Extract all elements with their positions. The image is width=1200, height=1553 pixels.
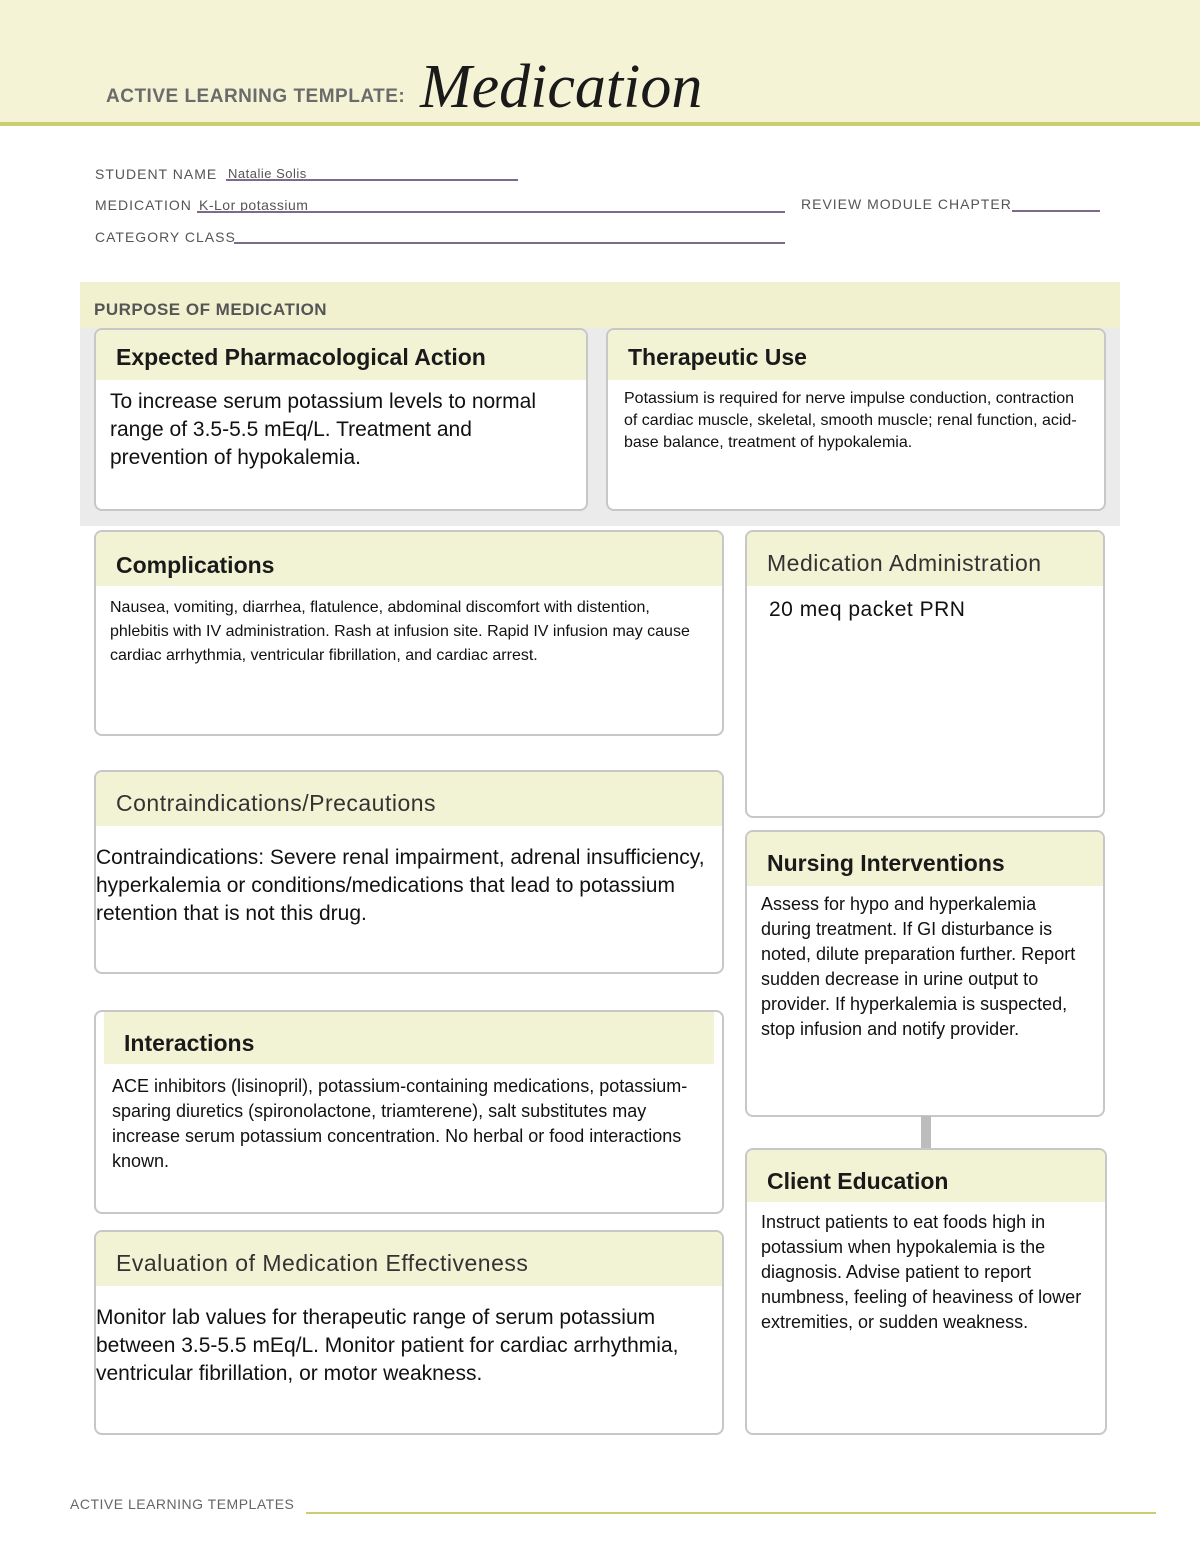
expected-action-text: To increase serum potassium levels to normal range of 3.5-5.5 mEq/L. Treatment and prevention of hypokalemia. bbox=[110, 390, 537, 469]
contraindications-card bbox=[94, 770, 724, 974]
template-prefix: ACTIVE LEARNING TEMPLATE: bbox=[106, 86, 406, 107]
medication-line bbox=[197, 211, 785, 213]
purpose-title: PURPOSE OF MEDICATION bbox=[94, 300, 328, 319]
evaluation-heading: Evaluation of Medication Effectiveness bbox=[96, 1232, 722, 1286]
footer-rule bbox=[306, 1512, 1156, 1514]
student-name-line bbox=[226, 179, 518, 181]
therapeutic-use-card bbox=[606, 328, 1106, 511]
client-education-card bbox=[745, 1148, 1107, 1435]
nursing-card bbox=[745, 830, 1105, 1117]
page-title: Medication bbox=[420, 53, 703, 121]
evaluation-text: Monitor lab values for therapeutic range of serum potassium between 3.5-5.5 mEq/L. Monitor patient for cardiac arrhythmia, ventricular fibrillation, or motor weakness. bbox=[96, 1306, 679, 1385]
nursing-heading: Nursing Interventions bbox=[747, 832, 1103, 886]
category-class-line bbox=[234, 242, 785, 244]
complications-heading: Complications bbox=[96, 532, 722, 586]
evaluation-card bbox=[94, 1230, 724, 1435]
connector bbox=[921, 1116, 931, 1148]
complications-card bbox=[94, 530, 724, 736]
client-education-text: Instruct patients to eat foods high in potassium when hypokalemia is the diagnosis. Advise patient to report numbness, feeling of heaviness of lower extremities, or sudden weakness. bbox=[761, 1212, 1082, 1332]
medication-value[interactable]: K-Lor potassium bbox=[199, 197, 309, 213]
category-class-label: CATEGORY CLASS bbox=[95, 229, 236, 245]
interactions-card bbox=[94, 1010, 724, 1214]
administration-card bbox=[745, 530, 1105, 818]
contraindications-text: Contraindications: Severe renal impairment, adrenal insufficiency, hyperkalemia or conditions/medications that lead to potassium retention that is not this drug. bbox=[96, 846, 705, 925]
complications-text: Nausea, vomiting, diarrhea, flatulence, abdominal discomfort with distention, phlebitis with IV administration. Rash at infusion site. Rapid IV infusion may cause cardiac arrhythmia, ventricular fibrillation, and cardiac arrest. bbox=[110, 599, 690, 664]
expected-action-heading: Expected Pharmacological Action bbox=[96, 330, 586, 380]
review-module-label: REVIEW MODULE CHAPTER bbox=[801, 196, 1012, 212]
footer-text: ACTIVE LEARNING TEMPLATES bbox=[70, 1496, 295, 1512]
client-education-heading: Client Education bbox=[747, 1150, 1105, 1202]
nursing-text: Assess for hypo and hyperkalemia during treatment. If GI disturbance is noted, dilute preparation further. Report sudden decrease in urine output to provider. If hyperkalemia is suspected, stop infusion and notify provider. bbox=[761, 894, 1076, 1039]
medication-label: MEDICATION bbox=[95, 197, 192, 213]
administration-text: 20 meq packet PRN bbox=[769, 598, 966, 621]
interactions-heading: Interactions bbox=[104, 1012, 714, 1064]
interactions-text: ACE inhibitors (lisinopril), potassium-containing medications, potassium-sparing diuretics (spironolactone, triamterene), salt substitutes may increase serum potassium concentration. No herbal or food interactions known. bbox=[112, 1076, 688, 1171]
expected-action-card bbox=[94, 328, 588, 511]
student-name-label: STUDENT NAME bbox=[95, 166, 218, 182]
therapeutic-use-heading: Therapeutic Use bbox=[608, 330, 1104, 380]
student-name-value[interactable]: Natalie Solis bbox=[228, 166, 307, 181]
administration-heading: Medication Administration bbox=[747, 532, 1103, 586]
therapeutic-use-text: Potassium is required for nerve impulse conduction, contraction of cardiac muscle, skeletal, smooth muscle; renal function, acid-base balance, treatment of hypokalemia. bbox=[624, 390, 1077, 451]
contraindications-heading: Contraindications/Precautions bbox=[96, 772, 722, 826]
review-module-line bbox=[1012, 210, 1100, 212]
